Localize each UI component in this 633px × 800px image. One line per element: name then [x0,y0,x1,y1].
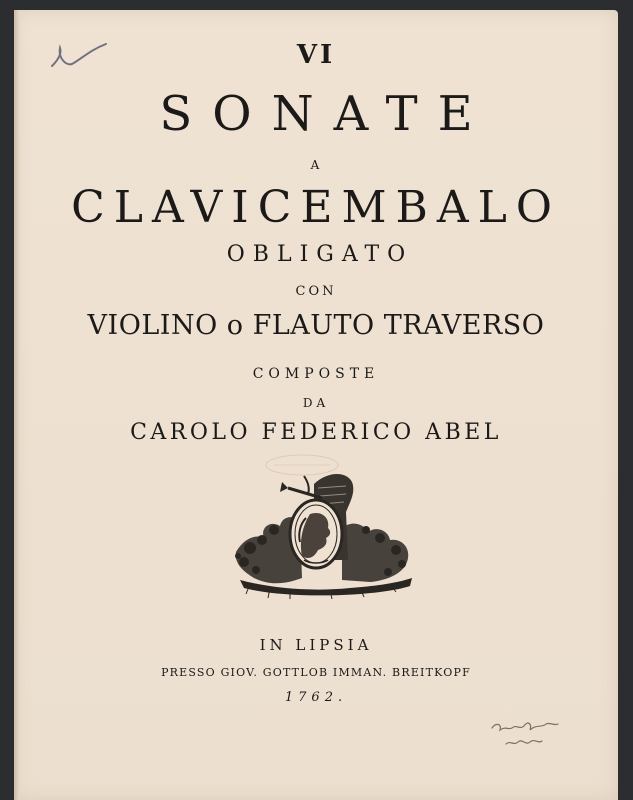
woodcut-vignette [230,468,414,600]
place-of-publication: IN LIPSIA [259,636,373,654]
handwritten-annotation [488,714,564,754]
composed-label: COMPOSTE [252,366,380,382]
by-label: DA [302,396,330,410]
conjunction-con: CON [295,284,337,299]
number-heading: VI [296,40,336,70]
composer-name: CAROLO FEDERICO ABEL [130,420,502,445]
publication-year: 1762. [284,690,348,705]
title-sonate: SONATE [159,86,493,142]
publisher-line: PRESSO GIOV. GOTTLOB IMMAN. BREITKOPF [161,666,471,679]
instrument-heading: CLAVICEMBALO [71,182,561,233]
qualifier-heading: OBLIGATO [226,242,414,267]
accompaniment-heading: VIOLINO o FLAUTO TRAVERSO [87,310,545,341]
conjunction-a: A [310,158,322,172]
